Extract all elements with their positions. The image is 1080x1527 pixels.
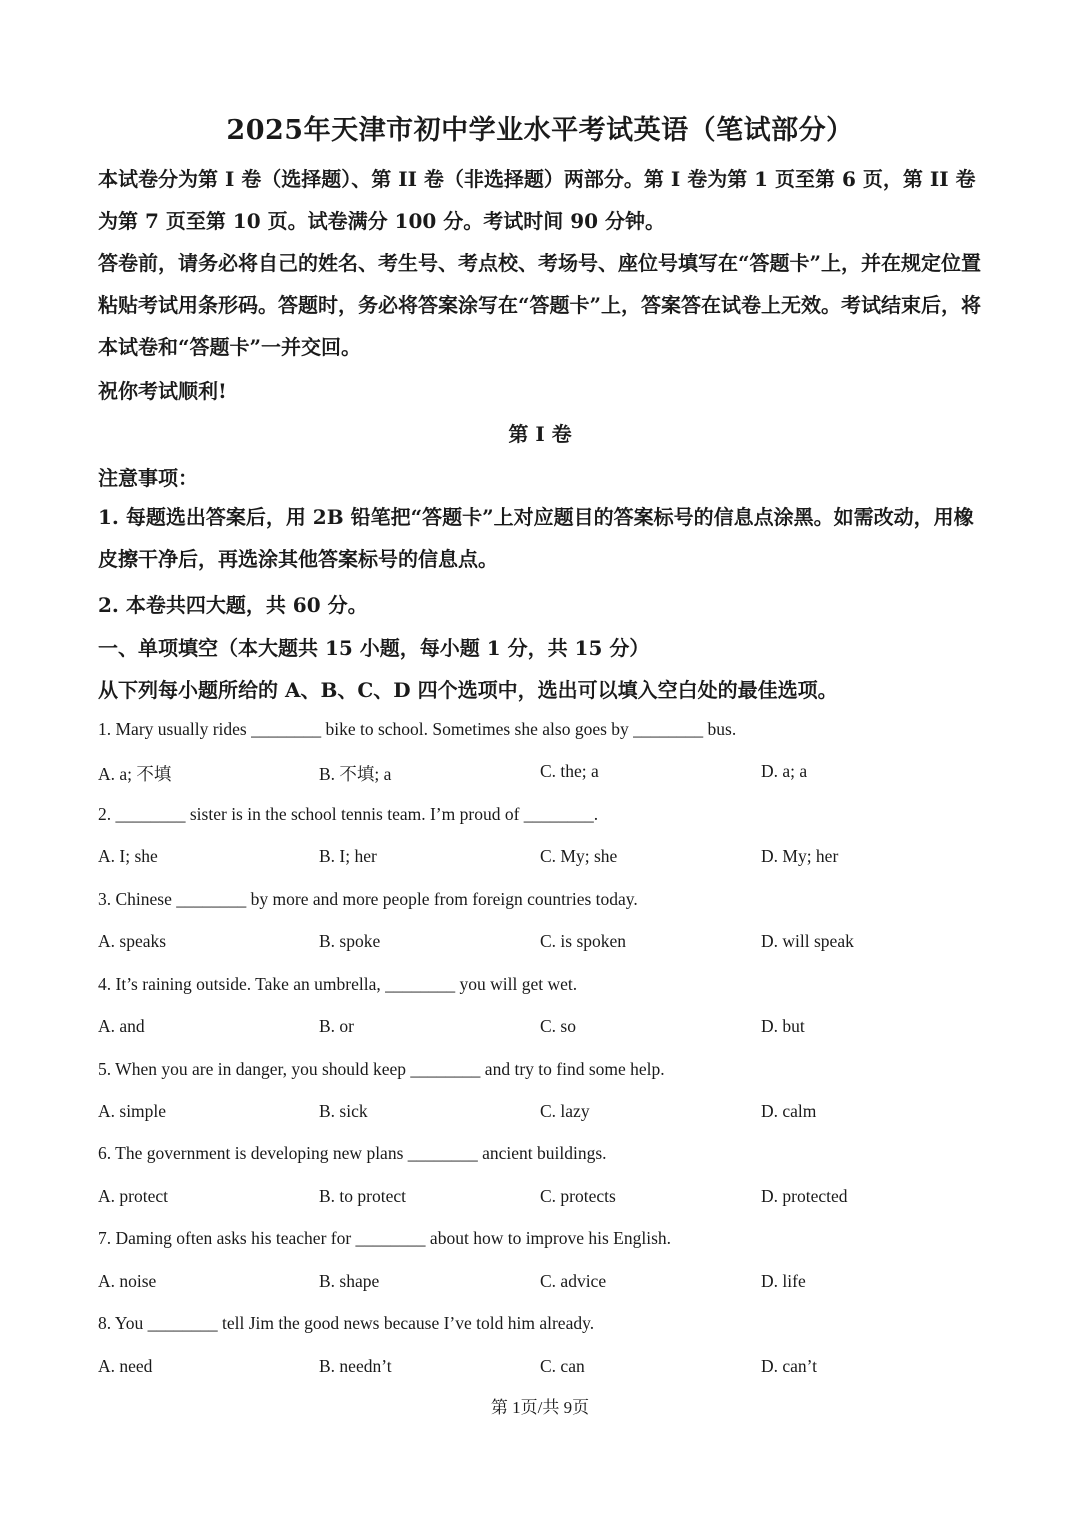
question-stem: 6. The government is developing new plans ________ ancient buildings. xyxy=(98,1143,607,1163)
option-b: B. I; her xyxy=(319,846,377,866)
option-c: C. can xyxy=(540,1356,585,1376)
option-a: A. and xyxy=(98,1016,145,1036)
option-d: D. calm xyxy=(761,1101,817,1121)
option-c: C. is spoken xyxy=(540,931,627,951)
option-a: A. I; she xyxy=(98,846,158,866)
question-stem: 7. Daming often asks his teacher for ________ about how to improve his English. xyxy=(98,1228,672,1248)
intro-paragraph-1: 本试卷分为第 I 卷（选择题）、第 II 卷（非选择题）两部分。第 I 卷为第 1 页至第 6 页，第 II 卷为第 7 页至第 10 页。试卷满分 100 分。考试时间 90 分钟。 xyxy=(98,167,976,233)
question-stem: 3. Chinese ________ by more and more people from foreign countries today. xyxy=(98,889,638,909)
option-c: C. so xyxy=(540,1016,576,1036)
page-footer: 第 1页/共 9页 xyxy=(490,1398,590,1417)
option-d: D. can’t xyxy=(761,1356,818,1376)
note-1: 1. 每题选出答案后，用 2B 铅笔把“答题卡”上对应题目的答案标号的信息点涂黑。如需改动，用橡皮擦干净后，再选涂其他答案标号的信息点。 xyxy=(98,505,974,571)
intro-paragraph-2: 答卷前，请务必将自己的姓名、考生号、考点校、考场号、座位号填写在“答题卡”上，并在规定位置粘贴考试用条形码。答题时，务必将答案涂写在“答题卡”上，答案答在试卷上无效。考试结束后，将本试卷和“答题卡”一并交回。 xyxy=(98,251,982,359)
option-b: B. needn’t xyxy=(319,1356,392,1376)
option-c: C. advice xyxy=(540,1271,607,1291)
question-stem: 4. It’s raining outside. Take an umbrella, ________ you will get wet. xyxy=(98,974,578,994)
option-b: B. sick xyxy=(319,1101,368,1121)
option-d: D. a; a xyxy=(761,761,808,781)
part-heading: 一、单项填空（本大题共 15 小题，每小题 1 分，共 15 分） xyxy=(98,636,650,660)
option-c: C. the; a xyxy=(540,761,599,781)
option-c: C. protects xyxy=(540,1186,616,1206)
option-b: B. shape xyxy=(319,1271,380,1291)
option-c: C. lazy xyxy=(540,1101,590,1121)
section-heading: 第 I 卷 xyxy=(508,422,572,446)
good-luck-line: 祝你考试顺利! xyxy=(98,379,227,403)
option-c: C. My; she xyxy=(540,846,618,866)
option-b: B. spoke xyxy=(319,931,381,951)
option-d: D. will speak xyxy=(761,931,854,951)
notes-heading: 注意事项： xyxy=(98,466,198,490)
page-title: 2025年天津市初中学业水平考试英语（笔试部分） xyxy=(226,115,854,146)
question-stem: 5. When you are in danger, you should keep ________ and try to find some help. xyxy=(98,1059,665,1079)
question-stem: 1. Mary usually rides ________ bike to school. Sometimes she also goes by ________ bus. xyxy=(98,719,737,739)
option-d: D. life xyxy=(761,1271,806,1291)
option-d: D. protected xyxy=(761,1186,848,1206)
question-stem: 8. You ________ tell Jim the good news because I’ve told him already. xyxy=(98,1313,595,1333)
option-a: A. protect xyxy=(98,1186,168,1206)
option-a: A. a; 不填 xyxy=(98,764,172,784)
option-d: D. My; her xyxy=(761,846,839,866)
option-d: D. but xyxy=(761,1016,805,1036)
option-a: A. speaks xyxy=(98,931,167,951)
option-a: A. need xyxy=(98,1356,153,1376)
option-a: A. simple xyxy=(98,1101,167,1121)
note-2: 2. 本卷共四大题，共 60 分。 xyxy=(98,593,368,617)
option-a: A. noise xyxy=(98,1271,157,1291)
instruction-line: 从下列每小题所给的 A、B、C、D 四个选项中，选出可以填入空白处的最佳选项。 xyxy=(98,678,838,702)
option-b: B. to protect xyxy=(319,1186,406,1206)
option-b: B. or xyxy=(319,1016,354,1036)
question-stem: 2. ________ sister is in the school tennis team. I’m proud of ________. xyxy=(98,804,599,824)
option-b: B. 不填; a xyxy=(319,764,392,784)
